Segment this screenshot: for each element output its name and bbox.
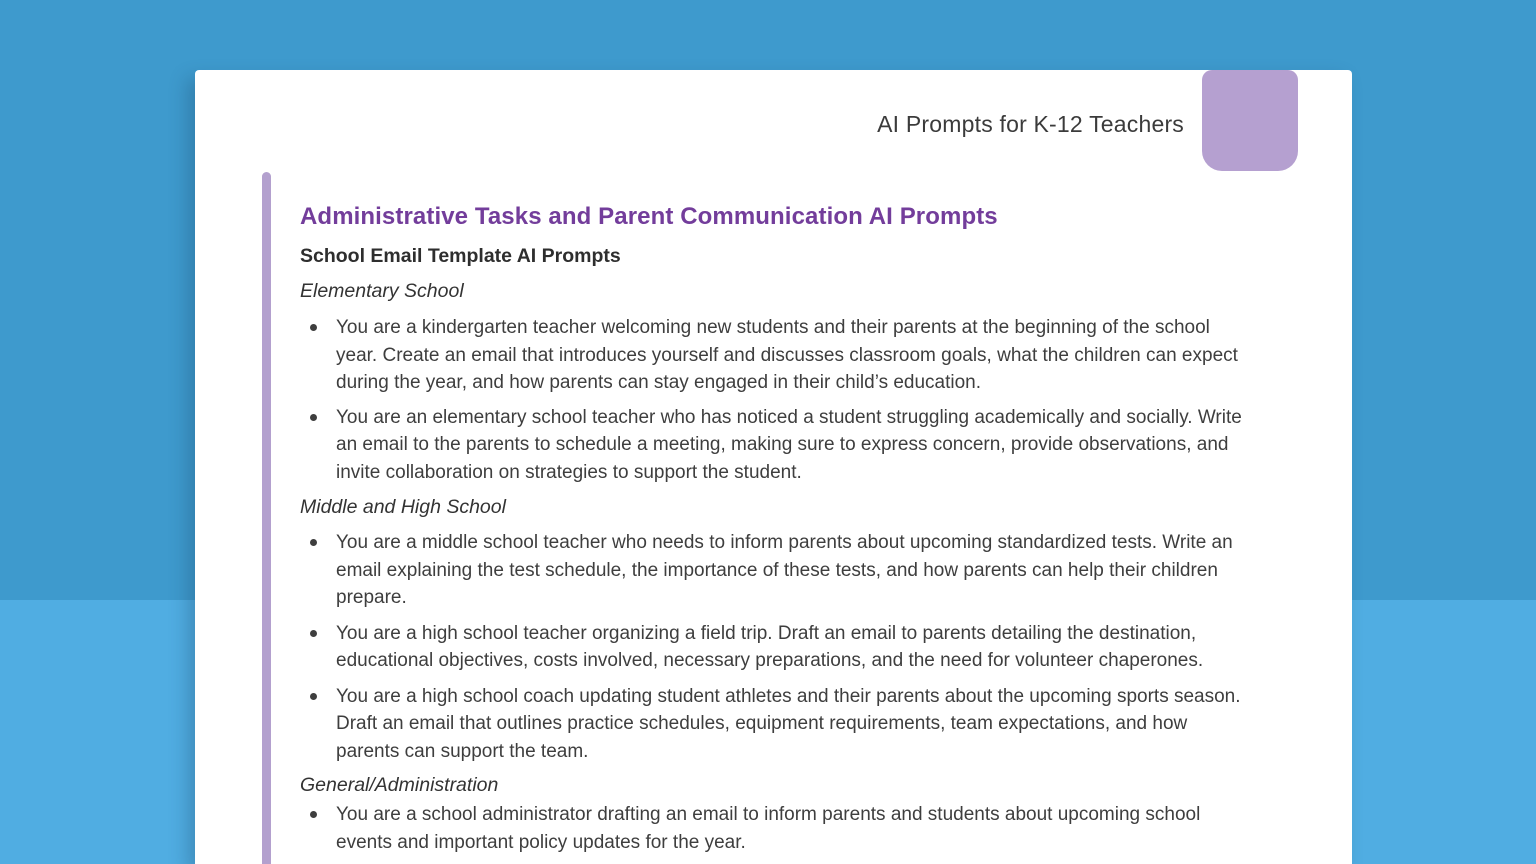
document-header-label: AI Prompts for K-12 Teachers	[877, 111, 1184, 137]
subsection-heading-middle-high: Middle and High School	[300, 496, 506, 518]
list-item: You are an elementary school teacher who has noticed a student struggling academically and socially. Write an email to the parents to schedule a meeting, making sure to express concern, provide observations, and invite collaboration on strategies to support the student.	[300, 404, 1252, 487]
page-title: Administrative Tasks and Parent Communication AI Prompts	[300, 203, 998, 230]
subsection-heading-general-administration: General/Administration	[300, 774, 499, 796]
general-prompt-list	[300, 801, 1252, 856]
section-heading: School Email Template AI Prompts	[300, 245, 621, 267]
corner-tab-decoration	[1202, 70, 1298, 171]
list-item: You are a middle school teacher who needs to inform parents about upcoming standardized tests. Write an email explaining the test schedule, the importance of these tests, and how parents can help their children prepare.	[300, 529, 1252, 612]
list-item-cutoff: You are a school administrator drafting an email to inform parents and students about upcoming school events and important policy updates for the year.	[300, 801, 1252, 856]
subsection-heading-elementary: Elementary School	[300, 280, 464, 302]
document-page	[195, 70, 1352, 864]
middle-high-prompt-list	[300, 529, 1252, 765]
list-item: You are a high school teacher organizing a field trip. Draft an email to parents detailing the destination, educational objectives, costs involved, necessary preparations, and the need for volunteer chaperones.	[300, 620, 1252, 675]
document-content	[300, 203, 1252, 856]
left-accent-bar	[262, 172, 271, 864]
list-item: You are a kindergarten teacher welcoming new students and their parents at the beginning of the school year. Create an email that introduces yourself and discusses classroom goals, what the children can expect during the year, and how parents can stay engaged in their child’s education.	[300, 314, 1252, 397]
list-item: You are a high school coach updating student athletes and their parents about the upcoming sports season. Draft an email that outlines practice schedules, equipment requirements, team expectations, and how parents can support the team.	[300, 683, 1252, 766]
elementary-prompt-list	[300, 314, 1252, 486]
